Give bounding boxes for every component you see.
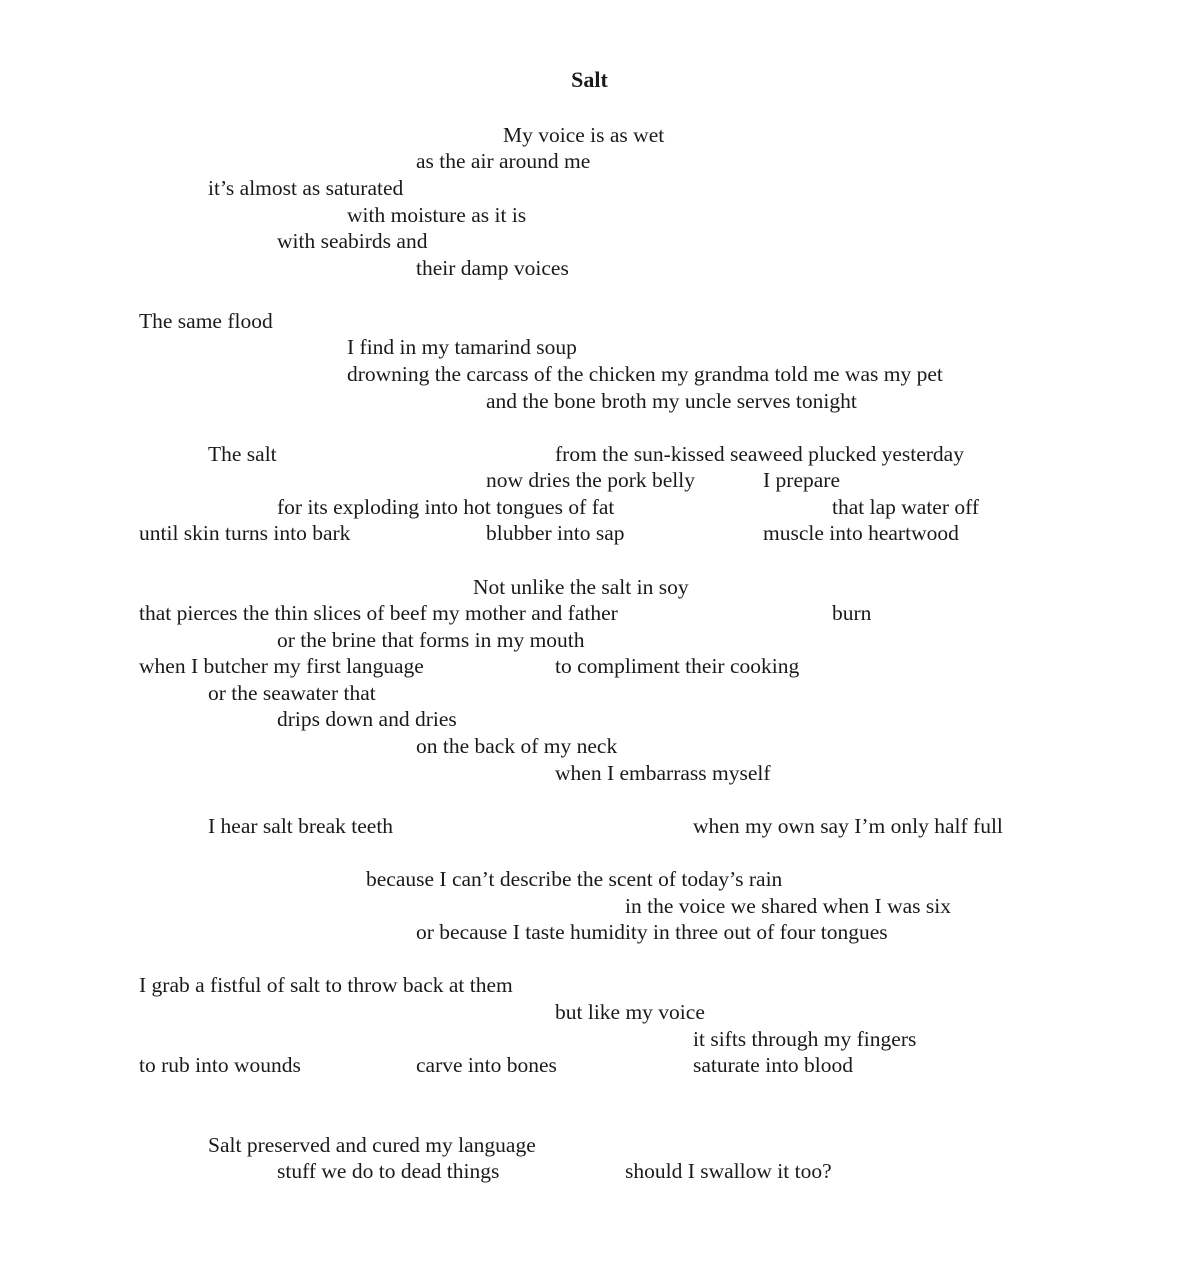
poem-line: I hear salt break teeth [208,814,394,838]
poem-line: to rub into wounds [139,1053,301,1077]
poem-line: in the voice we shared when I was six [625,894,951,918]
poem-line: I find in my tamarind soup [347,335,577,359]
poem-line: or the brine that forms in my mouth [277,628,585,652]
poem-line: should I swallow it too? [625,1159,832,1183]
poem-line: on the back of my neck [416,734,618,758]
poem-line: muscle into heartwood [763,521,959,545]
poem-line: their damp voices [416,256,569,280]
poem-line: to compliment their cooking [555,654,800,678]
poem-line: saturate into blood [693,1053,854,1077]
poem-line: because I can’t describe the scent of today’s rain [366,867,783,891]
poem-line: I prepare [763,468,840,492]
poem-line: when I embarrass myself [555,761,771,785]
poem-line: My voice is as wet [503,123,665,147]
poem-line: burn [832,601,872,625]
poem-line: or the seawater that [208,681,376,705]
poem-line: when I butcher my first language [139,654,424,678]
poem-line: until skin turns into bark [139,521,351,545]
poem-line: Not unlike the salt in soy [473,575,689,599]
poem-line: that lap water off [832,495,980,519]
poem-line: The salt [208,442,277,466]
poem-line: but like my voice [555,1000,705,1024]
poem-line: it’s almost as saturated [208,176,404,200]
poem-line: stuff we do to dead things [277,1159,500,1183]
poem-line: that pierces the thin slices of beef my mother and father [139,601,618,625]
poem-line: Salt preserved and cured my language [208,1133,536,1157]
poem-line: and the bone broth my uncle serves tonight [486,389,857,413]
poem-line: now dries the pork belly [486,468,695,492]
poem-line: when my own say I’m only half full [693,814,1003,838]
poem-line: drowning the carcass of the chicken my grandma told me was my pet [347,362,943,386]
poem-line: or because I taste humidity in three out of four tongues [416,920,888,944]
poem-line: The same flood [139,309,273,333]
poem-line: it sifts through my fingers [693,1027,917,1051]
poem-line: for its exploding into hot tongues of fat [277,495,615,519]
poem-title: Salt [571,67,608,92]
poem-line: from the sun-kissed seaweed plucked yesterday [555,442,964,466]
poem-line: with seabirds and [277,229,428,253]
poem-line: I grab a fistful of salt to throw back at them [139,973,513,997]
poem-line: drips down and dries [277,707,457,731]
poem-line: with moisture as it is [347,203,527,227]
poem-line: as the air around me [416,149,591,173]
poem-line: blubber into sap [486,521,625,545]
poem-line: carve into bones [416,1053,557,1077]
